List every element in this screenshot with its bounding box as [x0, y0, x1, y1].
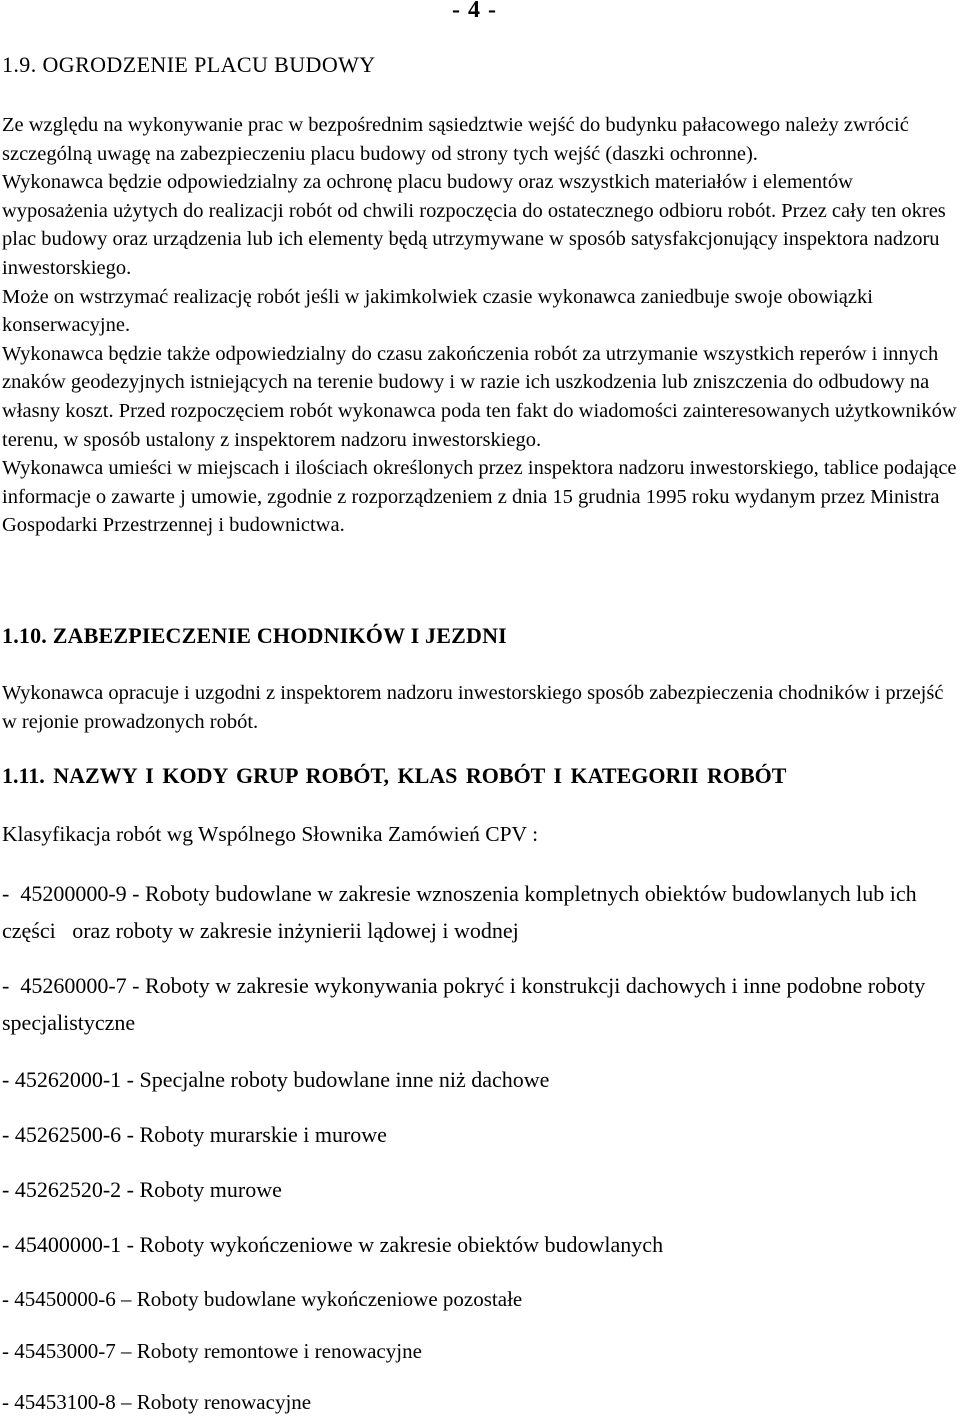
- cpv-list-item: - 45200000-9 - Roboty budowlane w zakresie wznoszenia kompletnych obiektów budowlanych lub ich części oraz roboty w zakresie inżynierii lądowej i wodnej: [2, 881, 923, 943]
- section-body-1-9: [2, 111, 960, 540]
- section-body-1-10: [2, 679, 960, 736]
- cpv-list-item: - 45400000-1 - Roboty wykończeniowe w zakresie obiektów budowlanych: [2, 1232, 664, 1257]
- paragraph: Ze względu na wykonywanie prac w bezpośrednim sąsiedztwie wejść do budynku pałacowego należy zwrócić szczególną uwagę na zabezpieczeniu placu budowy od strony tych wejść (daszki ochronne).: [2, 114, 909, 165]
- cpv-list-item: - 45453100-8 – Roboty renowacyjne: [2, 1390, 312, 1414]
- cpv-list-item: - 45262500-6 - Roboty murarskie i murowe: [2, 1122, 387, 1147]
- paragraph: Wykonawca opracuje i uzgodni z inspektorem nadzoru inwestorskiego sposób zabezpieczenia chodników i przejść w rejonie prowadzonych robót.: [2, 682, 944, 733]
- section-heading-1-11: 1.11. NAZWY I KODY GRUP ROBÓT, KLAS ROBÓT I KATEGORII ROBÓT: [2, 763, 787, 788]
- cpv-list-item: - 45450000-6 – Roboty budowlane wykończeniowe pozostałe: [2, 1287, 523, 1311]
- paragraph: Może on wstrzymać realizację robót jeśli w jakimkolwiek czasie wykonawca zaniedbuje swoje obowiązki konserwacyjne.: [2, 285, 873, 337]
- paragraph: Wykonawca będzie także odpowiedzialny do czasu zakończenia robót za utrzymanie wszystkich reperów i innych znaków geodezyjnych istniejących na terenie budowy i w razie ich uszkodzenia lub zniszczenia do odbudowy na własny koszt. Przed rozpoczęciem robót wykonawca poda ten fakt do wiadomości zainteresowanych użytkowników terenu, w sposób ustalony z inspektorem nadzoru inwestorskiego.: [2, 342, 957, 451]
- section-heading-1-10: 1.10. ZABEZPIECZENIE CHODNIKÓW I JEZDNI: [2, 623, 507, 648]
- section-heading-1-9: 1.9. OGRODZENIE PLACU BUDOWY: [2, 52, 376, 77]
- paragraph: Wykonawca umieści w miejscach i ilościach określonych przez inspektora nadzoru inwestorskiego, tablice podające informacje o zawarte j umowie, zgodnie z rozporządzeniem z dnia 15 grudnia 1995 roku wydanym przez Ministra Gospodarki Przestrzennej i budownictwa.: [2, 457, 957, 537]
- paragraph: Wykonawca będzie odpowiedzialny za ochronę placu budowy oraz wszystkich materiałów i elementów wyposażenia użytych do realizacji robót od chwili rozpoczęcia do ostatecznego odbioru robót. Przez cały ten okres plac budowy oraz urządzenia lub ich elementy będą utrzymywane w sposób satysfakcjonujący inspektora nadzoru inwestorskiego.: [2, 171, 946, 279]
- cpv-intro: Klasyfikacja robót wg Wspólnego Słownika Zamówień CPV :: [2, 822, 539, 846]
- cpv-list-item: - 45262000-1 - Specjalne roboty budowlane inne niż dachowe: [2, 1067, 550, 1092]
- cpv-list-item: - 45262520-2 - Roboty murowe: [2, 1177, 282, 1202]
- cpv-list-item: - 45260000-7 - Roboty w zakresie wykonywania pokryć i konstrukcji dachowych i inne podobne roboty specjalistyczne: [2, 973, 931, 1035]
- page-number: - 4 -: [452, 0, 497, 23]
- cpv-list-item: - 45453000-7 – Roboty remontowe i renowacyjne: [2, 1339, 422, 1363]
